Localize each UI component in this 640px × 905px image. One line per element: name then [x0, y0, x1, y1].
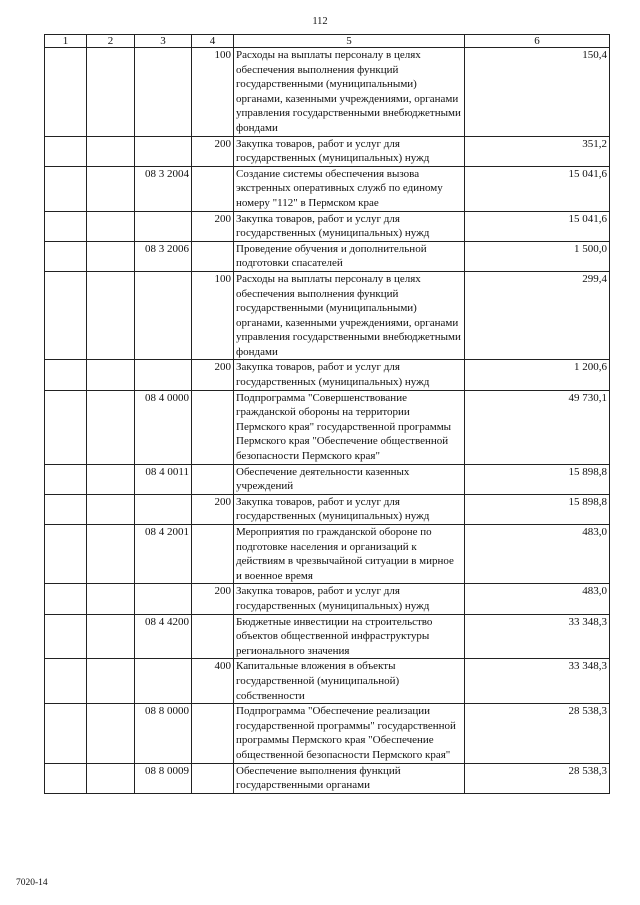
cell-col2 — [87, 584, 135, 614]
cell-program-code: 08 4 0000 — [135, 390, 192, 464]
cell-col1 — [45, 136, 87, 166]
cell-expense-type: 200 — [192, 136, 234, 166]
table-row — [45, 614, 610, 659]
table-row — [45, 763, 610, 793]
table-row — [45, 166, 610, 211]
cell-sum: 33 348,3 — [465, 614, 610, 659]
cell-program-code — [135, 360, 192, 390]
cell-expense-type: 100 — [192, 48, 234, 137]
cell-program-code: 08 3 2006 — [135, 241, 192, 271]
column-header: 3 — [135, 35, 192, 48]
cell-sum: 150,4 — [465, 48, 610, 137]
cell-sum: 1 200,6 — [465, 360, 610, 390]
table-row — [45, 271, 610, 360]
cell-expense-type: 200 — [192, 211, 234, 241]
page-number: 112 — [312, 16, 328, 27]
cell-col1 — [45, 390, 87, 464]
cell-sum: 483,0 — [465, 584, 610, 614]
cell-col2 — [87, 614, 135, 659]
cell-expense-type — [192, 763, 234, 793]
cell-col2 — [87, 659, 135, 704]
cell-sum: 15 041,6 — [465, 166, 610, 211]
cell-col1 — [45, 241, 87, 271]
cell-col1 — [45, 659, 87, 704]
cell-sum: 351,2 — [465, 136, 610, 166]
cell-expense-type — [192, 390, 234, 464]
cell-name: Закупка товаров, работ и услуг для государственных (муниципальных) нужд — [234, 584, 465, 614]
cell-expense-type — [192, 525, 234, 584]
cell-col2 — [87, 48, 135, 137]
cell-program-code: 08 8 0009 — [135, 763, 192, 793]
cell-expense-type: 200 — [192, 584, 234, 614]
cell-col1 — [45, 360, 87, 390]
cell-expense-type — [192, 241, 234, 271]
cell-sum: 15 898,8 — [465, 494, 610, 524]
column-header: 1 — [45, 35, 87, 48]
table-row — [45, 659, 610, 704]
table-header-row — [45, 35, 610, 48]
cell-col1 — [45, 584, 87, 614]
cell-col2 — [87, 211, 135, 241]
cell-name: Подпрограмма "Обеспечение реализации государственной программы" государственной программы Пермского края "Обеспечение общественной безопасности Пермского края" — [234, 704, 465, 763]
column-header: 2 — [87, 35, 135, 48]
table-row — [45, 464, 610, 494]
cell-expense-type — [192, 464, 234, 494]
table-row — [45, 584, 610, 614]
cell-expense-type — [192, 704, 234, 763]
cell-name: Обеспечение выполнения функций государственными органами — [234, 763, 465, 793]
cell-col2 — [87, 390, 135, 464]
cell-col2 — [87, 494, 135, 524]
cell-name: Закупка товаров, работ и услуг для государственных (муниципальных) нужд — [234, 136, 465, 166]
cell-sum: 15 898,8 — [465, 464, 610, 494]
cell-name: Создание системы обеспечения вызова экстренных оперативных служб по единому номеру "112" в Пермском крае — [234, 166, 465, 211]
cell-col1 — [45, 166, 87, 211]
cell-sum: 33 348,3 — [465, 659, 610, 704]
column-header: 6 — [465, 35, 610, 48]
cell-name: Закупка товаров, работ и услуг для государственных (муниципальных) нужд — [234, 211, 465, 241]
cell-expense-type — [192, 614, 234, 659]
cell-col1 — [45, 48, 87, 137]
cell-col1 — [45, 271, 87, 360]
cell-col2 — [87, 360, 135, 390]
cell-col2 — [87, 525, 135, 584]
cell-program-code — [135, 494, 192, 524]
cell-col2 — [87, 136, 135, 166]
cell-name: Обеспечение деятельности казенных учреждений — [234, 464, 465, 494]
cell-col2 — [87, 166, 135, 211]
cell-name: Подпрограмма "Совершенствование гражданской обороны на территории Пермского края" государственной программы Пермского края "Обеспечение общественной безопасности Пермского края" — [234, 390, 465, 464]
table-row — [45, 360, 610, 390]
cell-name: Проведение обучения и дополнительной подготовки спасателей — [234, 241, 465, 271]
cell-col2 — [87, 241, 135, 271]
cell-program-code — [135, 136, 192, 166]
cell-name: Закупка товаров, работ и услуг для государственных (муниципальных) нужд — [234, 494, 465, 524]
cell-program-code: 08 8 0000 — [135, 704, 192, 763]
cell-col2 — [87, 704, 135, 763]
table-row — [45, 494, 610, 524]
cell-col2 — [87, 271, 135, 360]
cell-sum: 299,4 — [465, 271, 610, 360]
cell-sum: 28 538,3 — [465, 704, 610, 763]
cell-program-code: 08 4 0011 — [135, 464, 192, 494]
cell-program-code — [135, 271, 192, 360]
cell-sum: 49 730,1 — [465, 390, 610, 464]
column-header: 4 — [192, 35, 234, 48]
footer-code: 7020-14 — [16, 878, 48, 888]
cell-sum: 483,0 — [465, 525, 610, 584]
table-row — [45, 390, 610, 464]
table-body — [45, 48, 610, 794]
cell-name: Расходы на выплаты персоналу в целях обеспечения выполнения функций государственными (муниципальными) органами, казенными учреждениями, органами управления государственными внебюджетными фондами — [234, 271, 465, 360]
cell-sum: 28 538,3 — [465, 763, 610, 793]
cell-program-code — [135, 48, 192, 137]
cell-expense-type: 400 — [192, 659, 234, 704]
cell-expense-type: 200 — [192, 360, 234, 390]
cell-program-code — [135, 659, 192, 704]
cell-name: Закупка товаров, работ и услуг для государственных (муниципальных) нужд — [234, 360, 465, 390]
table-row — [45, 136, 610, 166]
cell-col1 — [45, 525, 87, 584]
cell-col1 — [45, 464, 87, 494]
cell-name: Мероприятия по гражданской обороне по подготовке населения и организаций к действиям в чрезвычайной ситуации в мирное и военное время — [234, 525, 465, 584]
table-row — [45, 704, 610, 763]
cell-name: Бюджетные инвестиции на строительство объектов общественной инфраструктуры регионального значения — [234, 614, 465, 659]
table-row — [45, 241, 610, 271]
cell-col1 — [45, 211, 87, 241]
cell-sum: 15 041,6 — [465, 211, 610, 241]
cell-col1 — [45, 494, 87, 524]
cell-program-code — [135, 211, 192, 241]
cell-program-code — [135, 584, 192, 614]
cell-program-code: 08 4 4200 — [135, 614, 192, 659]
cell-col2 — [87, 464, 135, 494]
cell-expense-type: 200 — [192, 494, 234, 524]
budget-table — [44, 34, 610, 794]
cell-program-code: 08 3 2004 — [135, 166, 192, 211]
table-row — [45, 525, 610, 584]
table-row — [45, 211, 610, 241]
cell-col1 — [45, 614, 87, 659]
cell-sum: 1 500,0 — [465, 241, 610, 271]
cell-program-code: 08 4 2001 — [135, 525, 192, 584]
cell-col1 — [45, 763, 87, 793]
cell-col2 — [87, 763, 135, 793]
cell-col1 — [45, 704, 87, 763]
cell-expense-type: 100 — [192, 271, 234, 360]
cell-expense-type — [192, 166, 234, 211]
cell-name: Капитальные вложения в объекты государственной (муниципальной) собственности — [234, 659, 465, 704]
cell-name: Расходы на выплаты персоналу в целях обеспечения выполнения функций государственными (муниципальными) органами, казенными учреждениями, органами управления государственными внебюджетными фондами — [234, 48, 465, 137]
column-header: 5 — [234, 35, 465, 48]
table-row — [45, 48, 610, 137]
